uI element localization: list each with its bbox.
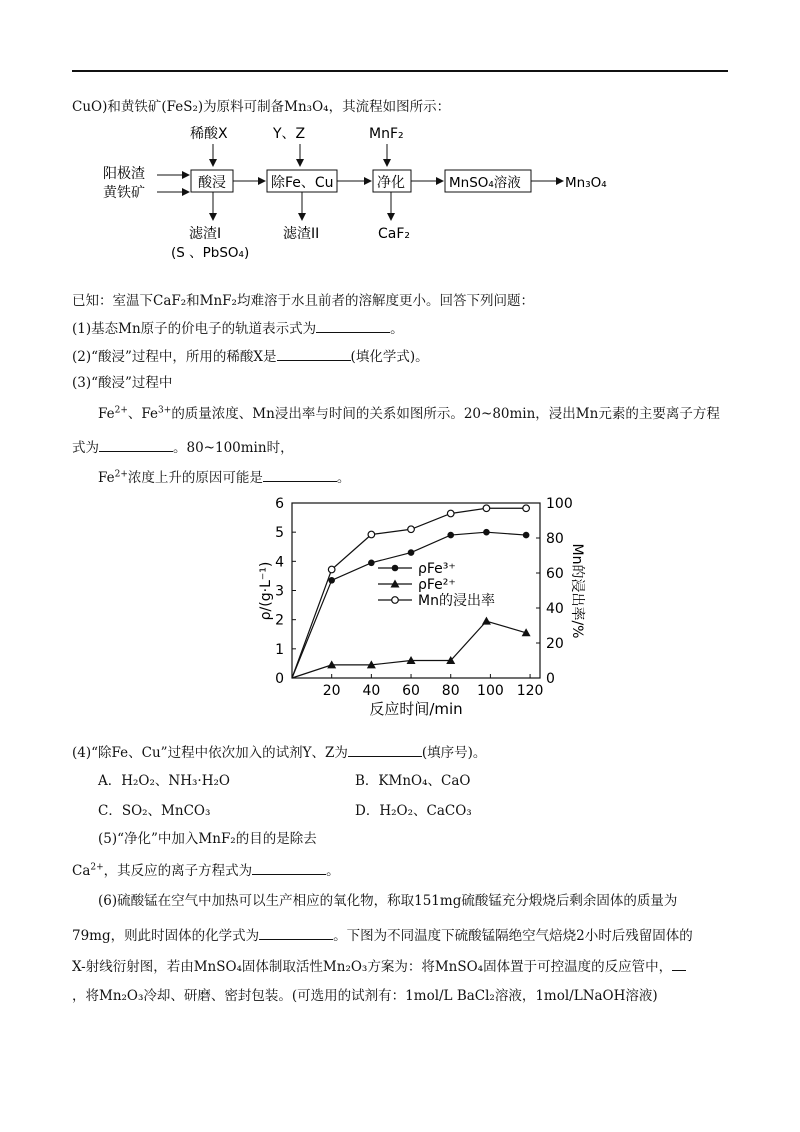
x-tick-label: 20 — [322, 683, 341, 699]
question-5-line-2: $Ca^{2+}$，其反应的离子方程式为 。 — [72, 860, 340, 880]
process-flow-diagram — [95, 120, 655, 270]
x-tick-label: 60 — [402, 683, 420, 699]
residue-1: 滤渣I — [189, 226, 222, 242]
y-axis-right-label: Mn的浸出率/% — [569, 543, 585, 639]
option-c[interactable]: C．SO₂、MnCO₃ — [98, 803, 211, 819]
answer-blank-1[interactable] — [316, 318, 390, 333]
answer-blank-5[interactable] — [252, 860, 326, 875]
series-1 — [292, 617, 531, 678]
answer-blank-6b[interactable] — [672, 956, 686, 971]
residue-3: CaF₂ — [378, 226, 411, 242]
x-axis-label: 反应时间/min — [369, 700, 463, 718]
svg-text:净化: 净化 — [377, 175, 405, 191]
option-a[interactable]: A．H₂O₂、NH₃·H₂O — [98, 773, 230, 789]
svg-text:除Fe、Cu: 除Fe、Cu — [271, 175, 334, 191]
data-point — [408, 549, 415, 556]
x-tick-label: 100 — [477, 683, 504, 699]
x-tick-label: 80 — [441, 683, 460, 699]
chart-legend — [378, 561, 495, 609]
legend-label: ρFe³⁺ — [418, 561, 456, 577]
data-point — [328, 577, 335, 584]
question-5-line-1: (5)“净化”中加入MnF₂的目的是除去 — [98, 831, 317, 847]
data-point — [483, 505, 490, 512]
y-left-tick-label: 2 — [275, 612, 284, 629]
y-left-tick-label: 6 — [275, 496, 284, 512]
question-4: (4)“除Fe、Cu”过程中依次加入的试剂Y、Z为 (填序号)。 — [72, 742, 486, 762]
residue-1-note: (S 、PbSO₄) — [171, 245, 250, 261]
answer-blank-4[interactable] — [348, 742, 422, 757]
header-rule — [72, 70, 728, 72]
y-left-tick-label: 4 — [275, 554, 284, 571]
y-right-tick-label: 100 — [546, 496, 573, 512]
legend-label: ρFe²⁺ — [418, 577, 456, 593]
product-mn3o4: Mn₃O₄ — [565, 175, 607, 191]
question-3-line-2: 式为 。80~100min时， — [72, 437, 294, 457]
plot-frame — [292, 503, 540, 678]
leaching-chart — [255, 488, 595, 723]
legend-label: Mn的浸出率 — [418, 593, 495, 609]
data-point — [368, 559, 375, 566]
question-3-line-1: $Fe^{2+}$、$Fe^{3+}$的质量浓度、Mn浸出率与时间的关系如图所示。20~80min，浸出Mn元素的主要离子方程 — [98, 405, 720, 422]
known-text: 已知：室温下CaF₂和MnF₂均难溶于水且前者的溶解度更小。回答下列问题： — [72, 293, 534, 309]
x-tick-label: 120 — [516, 683, 544, 699]
option-b[interactable]: B．KMnO₄、CaO — [355, 773, 471, 789]
answer-blank-3b[interactable] — [263, 467, 337, 482]
input-pyrite: 黄铁矿 — [103, 185, 145, 201]
answer-blank-6a[interactable] — [259, 925, 333, 940]
data-point — [483, 529, 490, 536]
svg-text:酸浸: 酸浸 — [198, 175, 226, 191]
y-right-tick-label: 60 — [546, 566, 564, 582]
data-point — [482, 617, 491, 625]
reagent-yz: Y、Z — [273, 126, 306, 142]
data-point — [368, 531, 375, 538]
question-6-line-2: 79mg，则此时固体的化学式为 。下图为不同温度下硫酸锰隔绝空气焙烧2小时后残留固体的 — [72, 925, 693, 945]
y-right-tick-label: 20 — [546, 636, 564, 652]
legend-marker — [392, 597, 399, 604]
input-anode-slag: 阳极渣 — [103, 166, 145, 182]
question-3-line-3: $Fe^{2+}$浓度上升的原因可能是 。 — [98, 467, 350, 487]
question-1: (1)基态Mn原子的价电子的轨道表示式为 。 — [72, 318, 404, 338]
origin-label: 0 — [275, 671, 284, 687]
series-line — [292, 621, 526, 678]
legend-marker — [392, 565, 399, 572]
data-point — [523, 505, 530, 512]
x-tick-label: 40 — [362, 683, 381, 699]
data-point — [447, 510, 454, 517]
reagent-mnf2: MnF₂ — [369, 126, 404, 142]
option-d[interactable]: D．H₂O₂、CaCO₃ — [355, 803, 472, 819]
data-point — [328, 566, 335, 573]
y-left-tick-label: 1 — [275, 641, 284, 658]
y-right-tick-label: 80 — [546, 531, 564, 547]
question-3-title: (3)“酸浸”过程中 — [72, 375, 173, 391]
answer-blank-2[interactable] — [277, 346, 351, 361]
intro-text: CuO)和黄铁矿(FeS₂)为原料可制备Mn₃O₄，其流程如图所示： — [72, 99, 451, 115]
answer-blank-3a[interactable] — [99, 437, 173, 452]
y-left-tick-label: 5 — [275, 525, 284, 542]
question-6-line-3: X-射线衍射图，若由MnSO₄固体制取活性Mn₂O₃方案为：将MnSO₄固体置于可控温度的反应管中， — [72, 956, 686, 976]
y-right-tick-label: 0 — [546, 671, 555, 687]
question-6-line-4: ，将Mn₂O₃冷却、研磨、密封包装。(可选用的试剂有：1mol/L BaCl₂溶液，1mol/LNaOH溶液) — [72, 988, 658, 1004]
residue-2: 滤渣II — [283, 226, 320, 242]
reagent-x: 稀酸X — [190, 126, 228, 142]
question-2: (2)“酸浸”过程中，所用的稀酸X是 (填化学式)。 — [72, 346, 429, 366]
data-point — [523, 532, 530, 539]
data-point — [447, 532, 454, 539]
y-left-tick-label: 3 — [275, 583, 284, 600]
y-right-tick-label: 40 — [546, 601, 564, 617]
y-axis-left-label: ρ/(g·L⁻¹) — [258, 561, 274, 621]
question-6-line-1: (6)硫酸锰在空气中加热可以生产相应的氧化物，称取151mg硫酸锰充分煅烧后剩余固体的质量为 — [98, 893, 678, 909]
data-point — [408, 526, 415, 533]
svg-text:MnSO₄溶液: MnSO₄溶液 — [449, 175, 521, 191]
